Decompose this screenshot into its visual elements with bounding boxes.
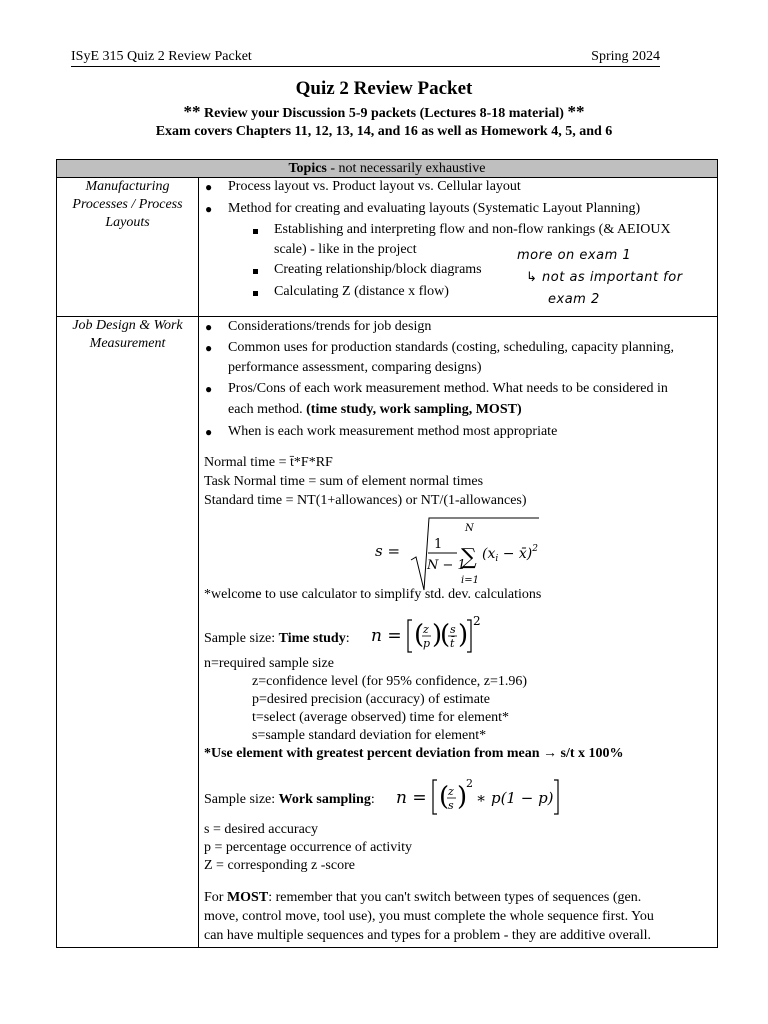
category-job-design: Job Design & Work Measurement — [57, 317, 199, 948]
sub-list-item: Creating relationship/block diagrams — [274, 262, 482, 277]
definition: z=confidence level (for 95% confidence, z=1.96) — [252, 674, 528, 689]
bullet-icon: ● — [205, 425, 213, 439]
review-note — [0, 102, 768, 122]
exam-coverage: Exam covers Chapters 11, 12, 13, 14, and 16 as well as Homework 4, 5, and 6 — [155, 124, 613, 139]
time-study-formula — [369, 612, 489, 656]
topics-table — [56, 159, 718, 948]
formula-lhs: n = — [371, 626, 402, 646]
definition: p=desired precision (accuracy) of estimate — [252, 692, 491, 707]
list-item: Process layout vs. Product layout vs. Cellular layout — [228, 179, 521, 194]
handwritten-note-line-1: more on exam 1 — [517, 248, 632, 263]
paren-icon: ) — [432, 620, 443, 650]
standard-time: Standard time = NT(1+allowances) or NT/(1-allowances) — [204, 493, 527, 508]
sub-list-item-continued: scale) - like in the project — [274, 242, 417, 257]
square-bullet-icon — [253, 229, 258, 234]
t-symbol: t̄ — [450, 637, 455, 650]
paren-icon: ) — [458, 620, 469, 650]
job-design-topics — [199, 317, 718, 948]
bullet-icon: ● — [205, 382, 213, 396]
exponent: 2 — [473, 614, 481, 628]
paren-icon: ( — [414, 620, 425, 650]
definition: Z = corresponding z -score — [204, 858, 355, 873]
list-item: Method for creating and evaluating layouts (Systematic Layout Planning) — [228, 201, 641, 216]
bullet-icon: ● — [205, 180, 213, 194]
category-manufacturing: Manufacturing Processes / Process Layouts — [57, 178, 199, 317]
normal-time-formula: Normal time = t̄*F*RF — [204, 455, 333, 470]
formula-rest: ∗ p(1 − p) — [476, 789, 554, 807]
page-title: Quiz 2 Review Packet — [295, 78, 473, 99]
paren-icon: ) — [457, 782, 468, 812]
header-course: ISyE 315 Quiz 2 Review Packet — [71, 49, 252, 64]
work-sampling-label: Sample size: Work sampling: — [204, 792, 375, 807]
definition: t=select (average observed) time for element* — [252, 710, 510, 725]
paren-icon: ( — [439, 782, 450, 812]
list-item: Common uses for production standards (costing, scheduling, capacity planning, — [228, 340, 674, 355]
list-item-text: each method. — [228, 402, 307, 417]
handwritten-note-line-2: ↳ not as important for — [526, 270, 683, 285]
list-item-bold: (time study, work sampling, MOST) — [306, 402, 522, 417]
square-bullet-icon — [253, 291, 258, 296]
list-item: Pros/Cons of each work measurement method. What needs to be considered in — [228, 381, 668, 396]
work-sampling-formula — [394, 774, 574, 818]
square-bullet-icon — [253, 269, 258, 274]
stars-left: ** — [183, 102, 201, 121]
task-normal-time: Task Normal time = sum of element normal times — [204, 474, 484, 489]
bullet-icon: ● — [205, 341, 213, 355]
p-symbol: p — [423, 637, 431, 650]
formula-lhs: n = — [396, 788, 427, 808]
frac-numerator: 1 — [434, 537, 443, 552]
z-symbol: z — [448, 785, 454, 798]
z-symbol: z — [423, 623, 429, 636]
time-study-label: Sample size: Time study: — [204, 631, 350, 646]
right-bracket — [554, 780, 558, 814]
list-item: When is each work measurement method most appropriate — [228, 424, 558, 439]
definition: p = percentage occurrence of activity — [204, 840, 413, 855]
exponent: 2 — [466, 777, 473, 790]
bullet-icon: ● — [205, 202, 213, 216]
sigma-icon: ∑ — [461, 545, 477, 570]
handwritten-note-line-3: exam 2 — [548, 292, 600, 307]
manufacturing-topics — [199, 178, 718, 317]
most-note-line-3: can have multiple sequences and types for a problem - they are additive overall. — [204, 928, 652, 943]
sum-lower: i=1 — [461, 575, 479, 586]
list-item-continued — [228, 402, 522, 418]
stars-right: ** — [567, 102, 585, 121]
std-dev-formula — [369, 510, 569, 594]
sub-list-item: Calculating Z (distance x flow) — [274, 284, 449, 299]
sub-list-item: Establishing and interpreting flow and non-flow rankings (& AEIOUX — [274, 222, 671, 237]
definition: s=sample standard deviation for element* — [252, 728, 487, 743]
topics-header-rest: - not necessarily exhaustive — [326, 161, 486, 176]
review-note-text: Review your Discussion 5-9 packets (Lectures 8-18 material) — [200, 106, 568, 121]
most-bold: MOST — [226, 890, 269, 905]
definition: n=required sample size — [204, 656, 334, 671]
list-item-continued: performance assessment, comparing designs) — [228, 360, 482, 375]
left-bracket — [408, 620, 412, 652]
s-symbol: s — [448, 799, 454, 812]
definition: s = desired accuracy — [204, 822, 319, 837]
header-term: Spring 2024 — [591, 49, 660, 64]
greatest-deviation-note: *Use element with greatest percent deviation from mean → s/t x 100% — [204, 746, 624, 761]
time-study-bold: Time study — [278, 631, 346, 646]
left-bracket — [433, 780, 437, 814]
topics-header — [57, 160, 718, 178]
list-item: Considerations/trends for job design — [228, 319, 432, 334]
paren-icon: ( — [440, 620, 451, 650]
formula-lhs: s = — [375, 542, 401, 560]
work-sampling-bold: Work sampling — [278, 792, 371, 807]
s-symbol: s — [450, 623, 456, 636]
bullet-icon: ● — [205, 320, 213, 334]
topics-header-bold: Topics — [288, 161, 327, 176]
most-note-line-2: move, control move, tool use), you must complete the whole sequence first. You — [204, 909, 654, 924]
most-note-line-1: For MOST: remember that you can't switch between types of sequences (gen. — [204, 890, 642, 905]
running-header — [71, 49, 660, 67]
calculator-note: *welcome to use calculator to simplify std. dev. calculations — [204, 587, 542, 602]
frac-denominator: N − 1 — [427, 558, 466, 573]
sum-upper: N — [465, 523, 474, 534]
sum-term: ($x_i$ − x̄)$^2$ — [482, 544, 538, 564]
